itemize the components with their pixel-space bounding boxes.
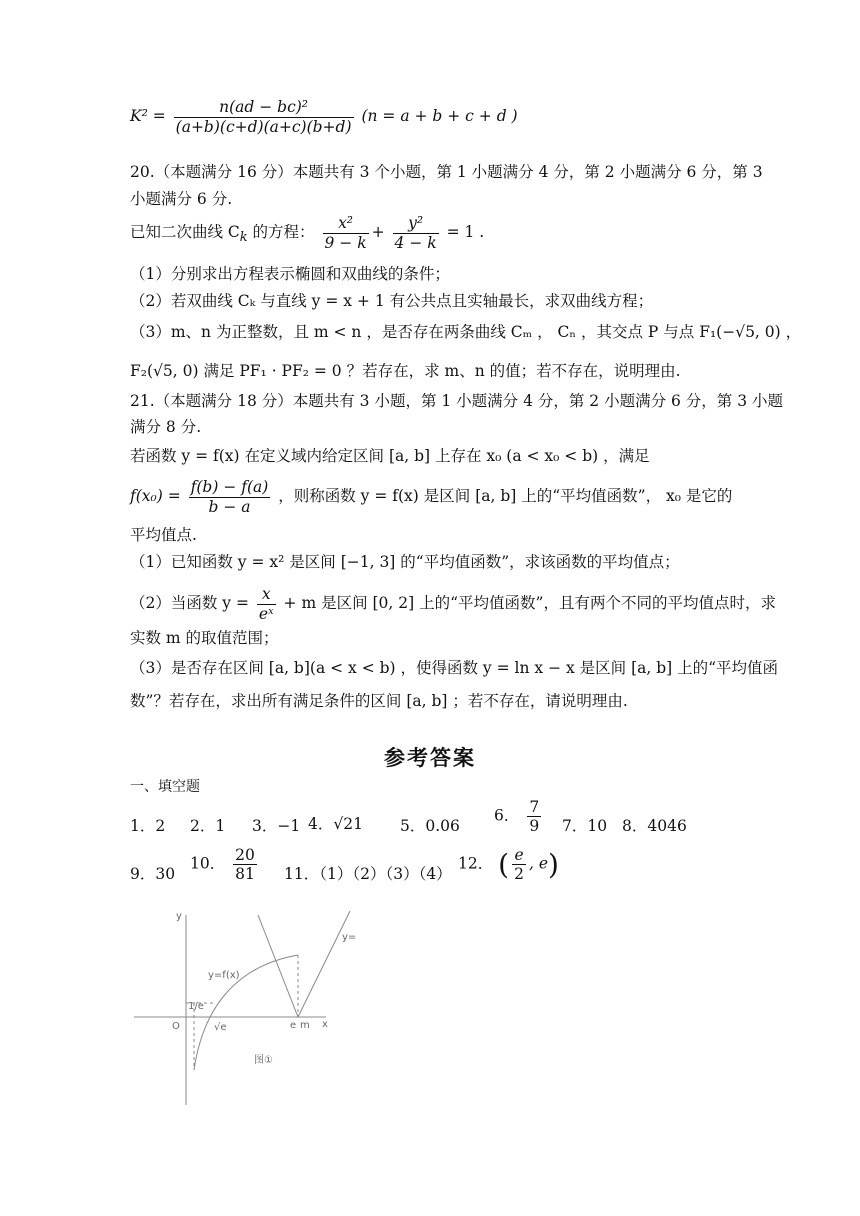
q21-p2-rest: + m 是区间 [0, 2] 上的“平均值函数”，且有两个不同的平均值点时，求 — [283, 594, 776, 613]
q21-def-den: b − a — [208, 497, 251, 516]
q21-header-2: 满分 8 分. — [130, 418, 202, 436]
formula-lhs: K² = — [130, 107, 166, 126]
answer-12: 12． ( $\frac{e}{2}$ , e) — [458, 846, 559, 883]
answer-10-den: 81 — [235, 865, 255, 883]
q21-part-1: （1）已知函数 y = x² 是区间 [−1, 3] 的“平均值函数”，求该函数的平均值点； — [130, 553, 680, 571]
q20-frac-2-num: y² — [393, 214, 439, 234]
figure-caption: 图① — [254, 1055, 273, 1066]
answer-4: 4．√21 — [308, 815, 363, 833]
q20-stem-sub: k — [239, 230, 248, 246]
q20-stem: 已知二次曲线 $C_k$ 的方程： $\frac{\text{x²}}{9 - k}$ + $\frac{\text{y²}}{4 - k}$ = 1 . — [130, 214, 485, 252]
q21-def-fraction — [189, 478, 271, 516]
answers-section: 一、填空题 — [130, 779, 200, 795]
q21-p2-fraction — [257, 585, 276, 623]
q20-part-3-line-1: （3）m、n 为正整数，且 m < n ，是否存在两条曲线 Cₘ ， Cₙ ，其交点 P 与点 F₁(−√5, 0) ， — [130, 323, 802, 341]
q21-def-lhs: f(x₀) = — [130, 487, 181, 506]
answer-9: 9．30 — [130, 865, 176, 883]
q20-frac-1 — [323, 214, 369, 252]
q21-part-3-line-2: 数”？若存在，求出所有满足条件的区间 [a, b] ；若不存在，请说明理由. — [130, 692, 628, 710]
q21-definition-3: 平均值点. — [130, 526, 197, 544]
answer-2: 2．1 — [190, 817, 226, 835]
answer-7: 7．10 — [562, 817, 608, 835]
chi-square-formula — [130, 98, 518, 136]
q20-frac-1-den: 9 − k — [324, 233, 367, 252]
tick-one-over-e: 1/e — [188, 1001, 204, 1012]
line-label: y= — [342, 932, 357, 943]
answer-10-num: 20 — [235, 846, 255, 864]
q21-p2-den: eˣ — [258, 604, 274, 623]
answer-6: 6． $\frac{7}{9}$ — [494, 798, 540, 835]
q21-p2-num: x — [257, 585, 276, 605]
q21-definition-1: 若函数 y = f(x) 在定义域内给定区间 [a, b] 上存在 x₀ (a < x₀ < b) ，满足 — [130, 447, 650, 465]
q21-part-2 — [130, 585, 776, 623]
q21-p2-prefix: （2）当函数 y = — [130, 594, 249, 613]
answer-5: 5．0.06 — [400, 817, 460, 835]
q20-header-2: 小题满分 6 分. — [130, 190, 233, 208]
q21-def-num: f(b) − f(a) — [190, 478, 269, 496]
q20-header-1: 20.（本题满分 16 分）本题共有 3 个小题，第 1 小题满分 4 分，第 2 小题满分 6 分，第 3 — [130, 163, 763, 181]
answer-10: 10． $\frac{20}{81}$ — [190, 846, 255, 883]
q20-part-2: （2）若双曲线 Cₖ 与直线 y = x + 1 有公共点且实轴最长，求双曲线方程； — [130, 292, 654, 310]
tick-sqrt-e: √e — [214, 1022, 227, 1033]
q20-frac-2-den: 4 − k — [394, 233, 437, 252]
answers-title: 参考答案 — [384, 746, 476, 770]
answer-8: 8．4046 — [622, 817, 687, 835]
tick-m: m — [300, 1020, 310, 1031]
origin-label: O — [172, 1021, 180, 1032]
answer-11: 11．（1）（2）（3）（4） — [284, 865, 452, 883]
q20-part-1: （1）分别求出方程表示椭圆和双曲线的条件； — [130, 265, 450, 283]
q21-definition-2 — [130, 478, 732, 516]
formula-numerator: n(ad − bc)² — [174, 98, 354, 118]
formula-fraction — [174, 98, 354, 136]
q21-part-3-line-1: （3）是否存在区间 [a, b](a < x < b) ，使得函数 y = ln x − x 是区间 [a, b] 上的“平均值函 — [130, 659, 779, 677]
q20-part-3-line-2: F₂(√5, 0) 满足 PF₁ · PF₂ = 0 ？若存在，求 m、n 的值；若不存在，说明理由. — [130, 362, 681, 380]
x-axis-label: x — [322, 1019, 328, 1030]
answer-3: 3．−1 — [252, 817, 301, 835]
answer-12-den: 2 — [514, 865, 524, 883]
q20-stem-prefix: 已知二次曲线 C — [130, 223, 240, 242]
answer-1: 1．2 — [130, 817, 166, 835]
curve-label: y=f(x) — [208, 970, 240, 981]
formula-denominator: (a+b)(c+d)(a+c)(b+d) — [175, 117, 352, 136]
answer-6-num: 7 — [529, 798, 540, 816]
q21-def-rest: ，则称函数 y = f(x) 是区间 [a, b] 上的“平均值函数”， x₀ 是它的 — [278, 487, 733, 506]
tick-e: e — [290, 1020, 297, 1031]
formula-condition: (n = a + b + c + d ) — [361, 107, 518, 126]
q20-frac-2 — [393, 214, 439, 252]
answer-6-den: 9 — [529, 817, 540, 835]
function-figure — [130, 905, 370, 1110]
answer-12-num: e — [512, 846, 526, 865]
v-line-right — [298, 911, 350, 1017]
q21-header-1: 21.（本题满分 18 分）本题共有 3 小题，第 1 小题满分 4 分，第 2 小题满分 6 分，第 3 小题 — [130, 392, 784, 410]
q21-part-2-line-2: 实数 m 的取值范围； — [130, 629, 279, 647]
q20-frac-1-num: x² — [323, 214, 369, 234]
v-line-left — [258, 915, 298, 1017]
q20-stem-end: = 1 . — [446, 223, 485, 242]
y-axis-label: y — [176, 911, 182, 922]
q20-stem-mid: 的方程： — [247, 223, 315, 242]
